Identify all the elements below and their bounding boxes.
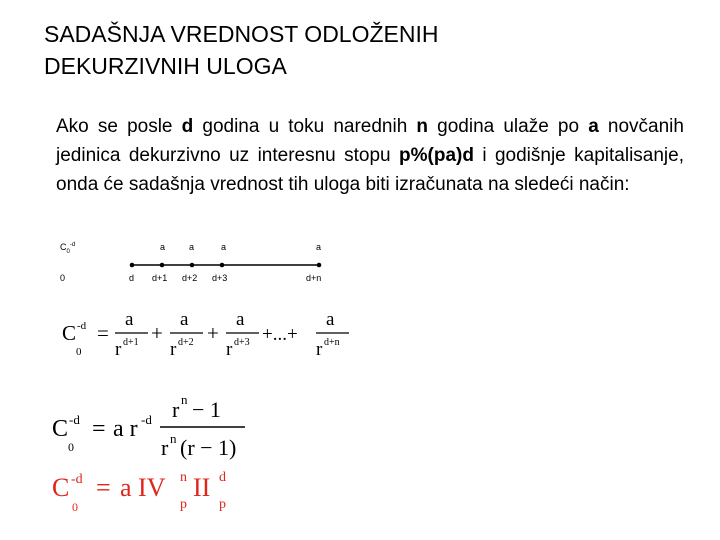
f1-den-r-4: r (316, 339, 323, 360)
f2-den-n: n (170, 431, 177, 446)
f2-a-r: a r (113, 416, 138, 442)
timeline-tick-0: 0 (60, 273, 66, 283)
timeline-a-3: a (221, 242, 227, 252)
f3-ii-sub: p (219, 497, 226, 512)
para-text-2: godina u toku narednih (193, 116, 417, 137)
f3-eq: = (96, 473, 111, 502)
f1-eq: = (97, 321, 109, 345)
para-text-4: novčanih jedinica dekurzivno uz interesnu stopu (56, 116, 684, 166)
title-line-2: DEKURZIVNIH ULOGA (44, 53, 287, 79)
f2-num-tail: − 1 (192, 397, 221, 422)
timeline-tick-d: d (129, 273, 135, 283)
timeline-dot-d (130, 263, 135, 268)
para-bold-n: n (416, 116, 429, 137)
f3-a-iv: a IV (120, 473, 166, 502)
f1-den-exp-3: d+3 (234, 337, 250, 348)
f2-num-n: n (181, 392, 188, 407)
f1-num-4: a (326, 309, 335, 330)
timeline-a-2: a (189, 242, 195, 252)
timeline-dot-d3 (220, 263, 225, 268)
f2-lhs-sup: -d (69, 412, 80, 427)
f2-num-r: r (172, 397, 180, 422)
f1-num-1: a (125, 309, 134, 330)
formula-table-factors (52, 470, 226, 514)
f2-eq: = (92, 416, 106, 442)
para-text-1: Ako se posle (56, 116, 182, 137)
f1-den-r-2: r (170, 339, 177, 360)
f3-lhs-sub: 0 (72, 500, 78, 514)
f1-lhs-c: C (62, 321, 77, 345)
timeline-a-4: a (316, 242, 322, 252)
timeline-tick-d3: d+3 (212, 273, 228, 283)
title-line-1: SADAŠNJA VREDNOST ODLOŽENIH (44, 21, 439, 47)
timeline-c0-label: $C_0^{-d}$ (60, 242, 76, 255)
f1-dots: +...+ (262, 324, 298, 345)
formula-series (62, 309, 349, 360)
f1-den-r-3: r (226, 339, 233, 360)
f1-plus-2: + (207, 321, 219, 345)
f3-ii-sup: d (219, 470, 226, 485)
timeline-dot-d1 (160, 263, 165, 268)
f1-den-exp-2: d+2 (178, 337, 194, 348)
timeline-a-1: a (160, 242, 166, 252)
timeline-dot-dn (317, 263, 322, 268)
f1-lhs-sup: -d (77, 320, 87, 332)
formula-closed-form (52, 392, 245, 460)
slide-title (44, 18, 684, 82)
f3-ii: II (193, 473, 211, 502)
f2-den-paren: (r − 1) (180, 435, 237, 460)
f2-den-r: r (161, 435, 169, 460)
f1-plus-1: + (151, 321, 163, 345)
f1-den-exp-1: d+1 (123, 337, 139, 348)
f2-lhs-sub: 0 (68, 440, 74, 454)
f2-lhs-c: C (52, 416, 69, 442)
para-bold-rate: p%(pa)d (399, 145, 474, 166)
f1-num-3: a (236, 309, 245, 330)
timeline-dot-d2 (190, 263, 195, 268)
f1-lhs-sub: 0 (76, 346, 82, 358)
f2-r-sup: -d (141, 412, 152, 427)
formula-area (0, 300, 720, 540)
para-text-5: i godišnje kapitalisanje, onda će sadašnja vrednost tih uloga biti izračunata na sledeći način: (56, 145, 684, 195)
intro-paragraph (56, 112, 684, 199)
f3-lhs-sup: -d (71, 472, 83, 487)
f1-den-exp-4: d+n (324, 337, 340, 348)
f1-den-r-1: r (115, 339, 122, 360)
para-text-3: godina ulaže po (428, 116, 589, 137)
timeline-tick-d1: d+1 (152, 273, 168, 283)
para-bold-d: d (181, 116, 194, 137)
para-bold-a: a (588, 116, 599, 137)
timeline-tick-d2: d+2 (182, 273, 198, 283)
payment-timeline (0, 232, 720, 292)
f3-lhs-c: C (52, 473, 70, 502)
f3-iv-sub: p (180, 497, 187, 512)
f3-iv-sup: n (180, 470, 187, 485)
f1-num-2: a (180, 309, 189, 330)
timeline-tick-dn: d+n (306, 273, 322, 283)
